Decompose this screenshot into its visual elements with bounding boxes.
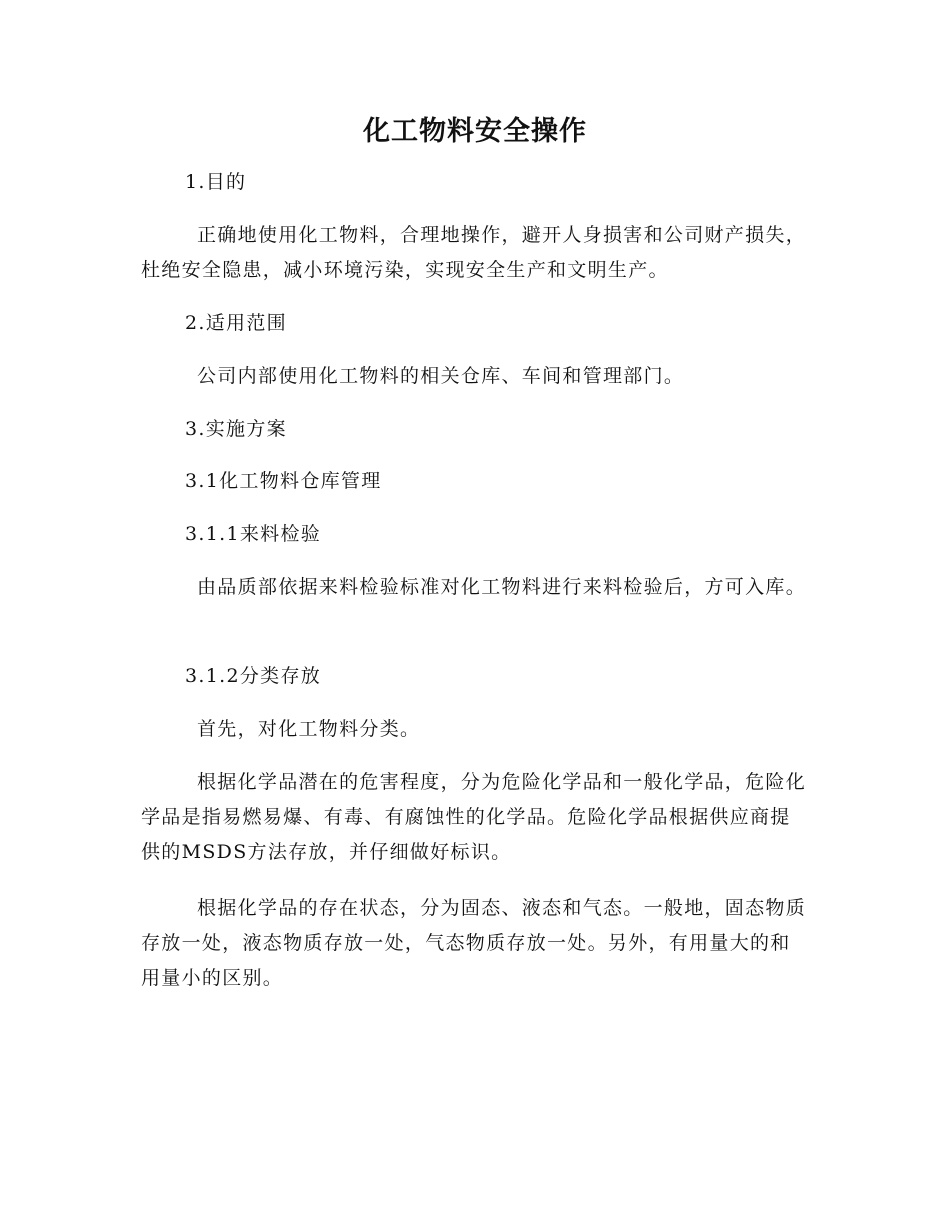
document-title: 化工物料安全操作 bbox=[363, 116, 587, 147]
section-3-1-1-heading: 3.1.1来料检验 bbox=[185, 523, 322, 545]
section-2-body: 公司内部使用化工物料的相关仓库、车间和管理部门。 bbox=[197, 365, 685, 387]
section-1-body: 正确地使用化工物料，合理地操作，避开人身损害和公司财产损失，杜绝安全隐患，减小环境污染，实现安全生产和文明生产。 bbox=[141, 224, 807, 281]
section-1-heading: 1.目的 bbox=[185, 171, 247, 193]
section-3-1-2-body-1: 首先，对化工物料分类。 bbox=[197, 718, 421, 740]
section-3-1-2-heading: 3.1.2分类存放 bbox=[185, 665, 322, 687]
section-3-1-2-body-2: 根据化学品潜在的危害程度，分为危险化学品和一般化学品，危险化学品是指易燃易爆、有毒、有腐蚀性的化学品。危险化学品根据供应商提供的MSDS方法存放，并仔细做好标识。 bbox=[141, 771, 807, 863]
section-2-heading: 2.适用范围 bbox=[185, 312, 287, 334]
section-3-1-2-body-3: 根据化学品的存在状态，分为固态、液态和气态。一般地，固态物质存放一处，液态物质存放一处，气态物质存放一处。另外，有用量大的和用量小的区别。 bbox=[141, 897, 807, 989]
section-3-heading: 3.实施方案 bbox=[185, 418, 287, 440]
section-3-1-1-body: 由品质部依据来料检验标准对化工物料进行来料检验后，方可入库。 bbox=[197, 576, 807, 598]
section-3-1-heading: 3.1化工物料仓库管理 bbox=[185, 470, 382, 492]
